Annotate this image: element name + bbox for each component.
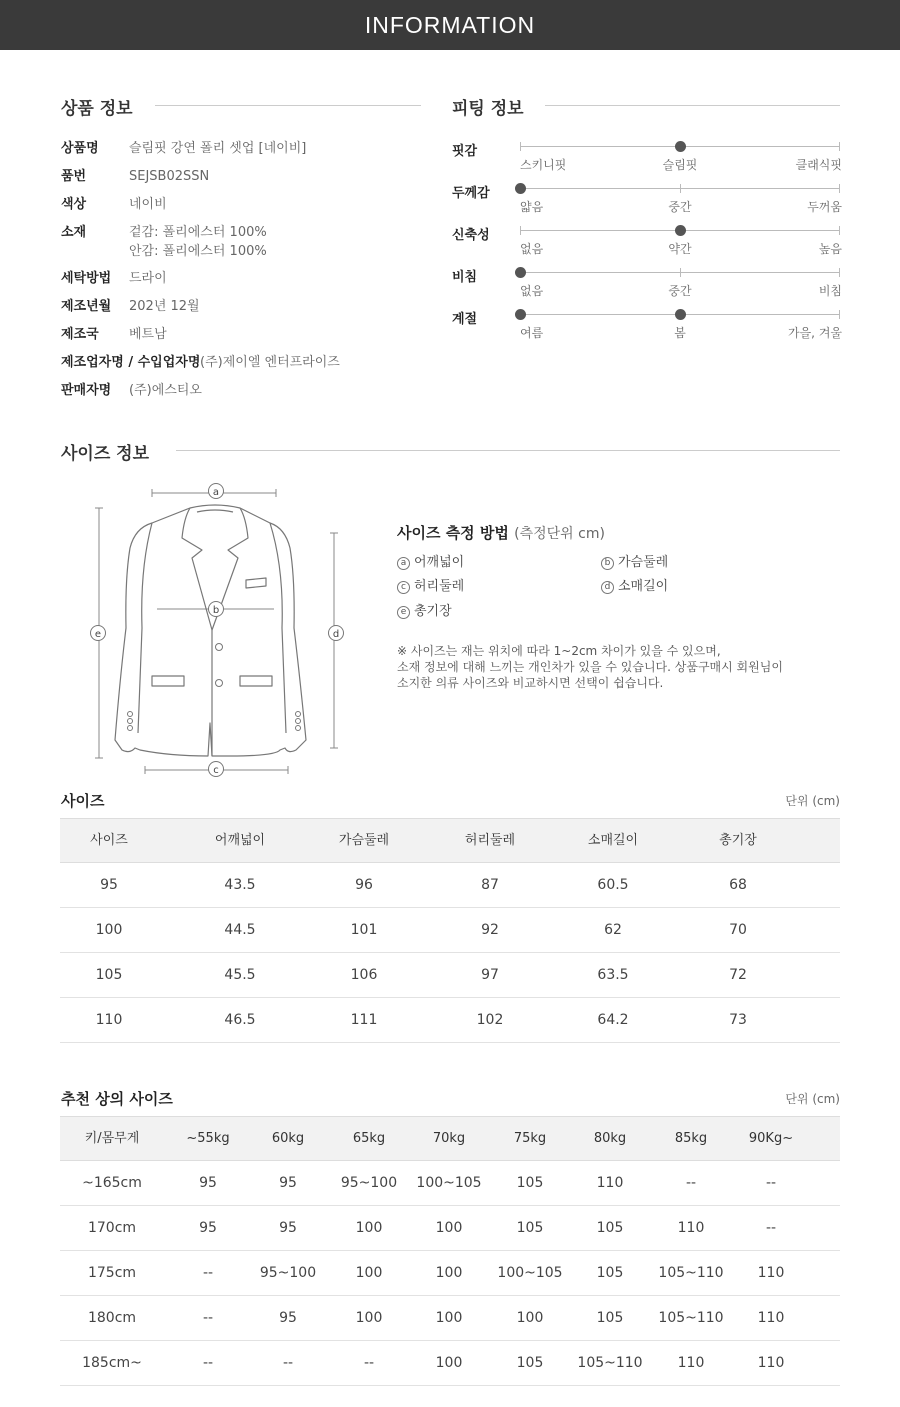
- legend-item: [601, 551, 668, 570]
- table-cell: 111: [350, 1012, 378, 1028]
- table-header-row: [60, 1116, 840, 1161]
- fit-level-dot: [515, 183, 526, 194]
- table-cell: 105~110: [658, 1265, 724, 1281]
- header-cell: 90Kg~: [748, 1131, 794, 1146]
- table-cell: 95: [100, 877, 118, 893]
- info-value-lining: 안감: 폴리에스터 100%: [129, 244, 267, 259]
- product-info-title: 상품 정보: [61, 99, 133, 119]
- fit-scale-label: 가을, 겨울: [788, 326, 842, 340]
- fit-row: [452, 224, 842, 264]
- table-cell: 95: [279, 1310, 297, 1326]
- fit-key: 핏감: [452, 144, 478, 159]
- legend-item: [397, 551, 464, 570]
- fit-scale-label: 슬림핏: [662, 158, 698, 172]
- size-table-title: 사이즈: [61, 792, 105, 810]
- table-cell: 100: [516, 1310, 544, 1326]
- fit-scale-label: 중간: [668, 284, 692, 298]
- table-cell: 110: [757, 1265, 785, 1281]
- rec-table-title: 추천 상의 사이즈: [61, 1090, 173, 1108]
- info-value: 202년 12월: [129, 299, 200, 314]
- legend-label: 어깨넓이: [414, 555, 465, 570]
- info-key: 소재: [61, 225, 87, 240]
- fit-tick: [839, 268, 840, 277]
- info-value: SEJSB02SSN: [129, 169, 210, 184]
- fit-row: [452, 140, 842, 180]
- note-line: 소지한 의류 사이즈와 비교하시면 선택이 쉽습니다.: [397, 676, 664, 690]
- table-cell: 100: [435, 1220, 463, 1236]
- table-cell: 95: [199, 1220, 217, 1236]
- table-cell: --: [765, 1175, 777, 1191]
- table-cell: 100: [355, 1220, 383, 1236]
- table-cell: --: [202, 1355, 214, 1371]
- table-cell: 70: [729, 922, 747, 938]
- rec-table-unit: 단위 (cm): [785, 1092, 840, 1106]
- fit-scale-label: 중간: [668, 200, 692, 214]
- table-cell: 100: [355, 1310, 383, 1326]
- fit-scale-label: 비침: [818, 284, 842, 298]
- table-cell: 63.5: [597, 967, 629, 983]
- fit-scale-label: 얇음: [520, 200, 544, 214]
- table-cell: 175cm: [87, 1265, 137, 1281]
- size-info-divider: [176, 450, 840, 451]
- fit-tick: [839, 310, 840, 319]
- table-cell: 100: [355, 1265, 383, 1281]
- table-cell: 102: [476, 1012, 504, 1028]
- table-cell: 95~100: [340, 1175, 398, 1191]
- table-cell: 87: [481, 877, 499, 893]
- legend-mark: d: [601, 581, 614, 594]
- fitting-info-title: 피팅 정보: [452, 99, 524, 119]
- note-line: 소재 정보에 대해 느끼는 개인차가 있을 수 있습니다. 상품구매시 회원님이: [397, 660, 783, 674]
- table-row: [60, 908, 840, 953]
- table-cell: 185cm~: [82, 1355, 142, 1371]
- diagram-letter-c: c: [213, 765, 219, 776]
- info-key: 제조업자명 / 수입업자명: [61, 355, 201, 370]
- table-cell: 110: [596, 1175, 624, 1191]
- info-key: 판매자명: [61, 383, 112, 398]
- table-cell: --: [282, 1355, 294, 1371]
- table-cell: 92: [481, 922, 499, 938]
- info-value: (주)에스티오: [129, 383, 202, 398]
- table-cell: --: [363, 1355, 375, 1371]
- fit-key: 비침: [452, 270, 478, 285]
- product-info-divider: [155, 105, 421, 106]
- fit-tick: [520, 142, 521, 151]
- table-cell: 95~100: [259, 1265, 317, 1281]
- table-row: [60, 1296, 840, 1341]
- measure-method-title: [397, 522, 605, 543]
- table-cell: ~165cm: [82, 1175, 142, 1191]
- table-cell: 110: [677, 1355, 705, 1371]
- legend-mark: c: [397, 581, 410, 594]
- legend-mark: e: [397, 606, 410, 619]
- diagram-letter-b: b: [212, 605, 220, 616]
- table-cell: 180cm: [87, 1310, 137, 1326]
- table-cell: 60.5: [597, 877, 629, 893]
- legend-label: 허리둘레: [414, 579, 465, 594]
- header-cell: 키/몸무게: [84, 1131, 140, 1146]
- table-cell: 45.5: [224, 967, 256, 983]
- table-cell: 43.5: [224, 877, 256, 893]
- information-header: INFORMATION: [0, 0, 900, 50]
- fit-tick: [839, 184, 840, 193]
- table-cell: 105: [516, 1175, 544, 1191]
- fit-level-dot: [515, 267, 526, 278]
- fit-scale-label: 봄: [674, 326, 686, 340]
- table-cell: 105: [596, 1265, 624, 1281]
- table-cell: 95: [279, 1220, 297, 1236]
- fit-scale-label: 높음: [818, 242, 842, 256]
- table-cell: 105: [95, 967, 123, 983]
- table-header-row: [60, 818, 840, 863]
- fit-row: [452, 308, 842, 348]
- note-line: ※ 사이즈는 재는 위치에 따라 1~2cm 차이가 있을 수 있으며,: [397, 644, 721, 658]
- table-cell: 62: [604, 922, 622, 938]
- legend-label: 소매길이: [618, 579, 669, 594]
- info-key: 제조국: [61, 327, 99, 342]
- table-row: [60, 998, 840, 1043]
- info-value: 겉감: 폴리에스터 100%: [129, 225, 267, 240]
- header-cell: 85kg: [674, 1131, 708, 1146]
- table-cell: 110: [757, 1355, 785, 1371]
- table-cell: 110: [677, 1220, 705, 1236]
- info-key: 상품명: [61, 141, 99, 156]
- table-cell: 100~105: [497, 1265, 563, 1281]
- table-cell: 105: [516, 1220, 544, 1236]
- info-value: (주)제이엘 엔터프라이즈: [200, 355, 340, 370]
- legend-label: 가슴둘레: [618, 555, 669, 570]
- header-cell: 소매길이: [587, 833, 639, 848]
- fit-scale-label: 스키니핏: [520, 158, 567, 172]
- table-row: [60, 863, 840, 908]
- table-cell: 68: [729, 877, 747, 893]
- measure-method-label: 사이즈 측정 방법: [397, 524, 509, 542]
- fit-level-dot: [515, 309, 526, 320]
- header-cell: 어깨넓이: [214, 833, 266, 848]
- info-value: 드라이: [129, 271, 167, 286]
- fit-scale-label: 클래식핏: [795, 158, 842, 172]
- header-cell: ~55kg: [186, 1131, 230, 1146]
- fit-tick: [839, 226, 840, 235]
- info-key: 품번: [61, 169, 87, 184]
- table-cell: --: [202, 1265, 214, 1281]
- legend-item: [397, 600, 452, 619]
- fit-tick: [680, 184, 681, 193]
- fit-scale-label: 없음: [520, 242, 544, 256]
- table-cell: 72: [729, 967, 747, 983]
- table-cell: 46.5: [224, 1012, 256, 1028]
- diagram-letter-d: d: [332, 629, 340, 640]
- table-cell: 100~105: [416, 1175, 482, 1191]
- size-note: [397, 643, 783, 691]
- info-value: 네이비: [129, 197, 167, 212]
- table-cell: 110: [757, 1310, 785, 1326]
- table-cell: 96: [355, 877, 373, 893]
- table-cell: 100: [95, 922, 123, 938]
- table-cell: 105: [516, 1355, 544, 1371]
- header-cell: 총기장: [719, 833, 757, 848]
- header-cell: 허리둘레: [464, 833, 516, 848]
- table-cell: 105: [596, 1310, 624, 1326]
- size-table-unit: 단위 (cm): [785, 794, 840, 808]
- table-cell: 95: [279, 1175, 297, 1191]
- table-row: [60, 1161, 840, 1206]
- table-cell: 105~110: [577, 1355, 643, 1371]
- info-key: 세탁방법: [61, 271, 112, 286]
- header-cell: 60kg: [271, 1131, 305, 1146]
- table-row: [60, 1251, 840, 1296]
- legend-item: [397, 575, 464, 594]
- fit-key: 계절: [452, 312, 478, 327]
- table-row: [60, 953, 840, 998]
- table-row: [60, 1341, 840, 1386]
- legend-label: 총기장: [414, 604, 452, 619]
- fit-key: 신축성: [452, 228, 490, 243]
- info-value: 슬림핏 강연 폴리 셋업 [네이비]: [129, 141, 307, 156]
- fit-tick: [839, 142, 840, 151]
- table-cell: 110: [95, 1012, 123, 1028]
- info-value: 베트남: [129, 327, 167, 342]
- table-cell: 101: [350, 922, 378, 938]
- table-cell: 100: [435, 1355, 463, 1371]
- table-cell: 95: [199, 1175, 217, 1191]
- fit-key: 두께감: [452, 186, 490, 201]
- header-cell: 가슴둘레: [338, 833, 390, 848]
- fit-tick: [680, 268, 681, 277]
- fit-scale-label: 두꺼움: [807, 200, 842, 214]
- table-row: [60, 1206, 840, 1251]
- table-cell: 100: [435, 1310, 463, 1326]
- table-cell: 170cm: [87, 1220, 137, 1236]
- fit-scale-label: 여름: [520, 326, 544, 340]
- table-cell: --: [202, 1310, 214, 1326]
- fit-level-dot: [675, 225, 686, 236]
- measure-unit: (측정단위 cm): [514, 526, 605, 542]
- table-cell: 106: [350, 967, 378, 983]
- table-cell: 100: [435, 1265, 463, 1281]
- diagram-letter-e: e: [94, 629, 102, 640]
- table-cell: 105~110: [658, 1310, 724, 1326]
- legend-item: [601, 575, 668, 594]
- info-key: 색상: [61, 197, 87, 212]
- table-cell: 97: [481, 967, 499, 983]
- table-cell: --: [685, 1175, 697, 1191]
- jacket-diagram: [80, 478, 350, 783]
- header-cell: 80kg: [593, 1131, 627, 1146]
- fitting-info-divider: [545, 105, 840, 106]
- table-cell: 44.5: [224, 922, 256, 938]
- fit-row: [452, 182, 842, 222]
- size-info-title: 사이즈 정보: [61, 444, 150, 464]
- fit-row: [452, 266, 842, 306]
- table-cell: 105: [596, 1220, 624, 1236]
- table-cell: 64.2: [597, 1012, 629, 1028]
- info-key: 제조년월: [61, 299, 112, 314]
- table-cell: --: [765, 1220, 777, 1236]
- fit-tick: [520, 226, 521, 235]
- table-cell: 73: [729, 1012, 747, 1028]
- header-cell: 사이즈: [90, 833, 128, 848]
- fit-level-dot: [675, 309, 686, 320]
- fit-scale-label: 없음: [520, 284, 544, 298]
- legend-mark: b: [601, 557, 614, 570]
- header-cell: 70kg: [432, 1131, 466, 1146]
- fit-level-dot: [675, 141, 686, 152]
- legend-mark: a: [397, 557, 410, 570]
- diagram-letter-a: a: [212, 487, 220, 498]
- fit-scale-label: 약간: [668, 242, 692, 256]
- header-cell: 65kg: [352, 1131, 386, 1146]
- header-cell: 75kg: [513, 1131, 547, 1146]
